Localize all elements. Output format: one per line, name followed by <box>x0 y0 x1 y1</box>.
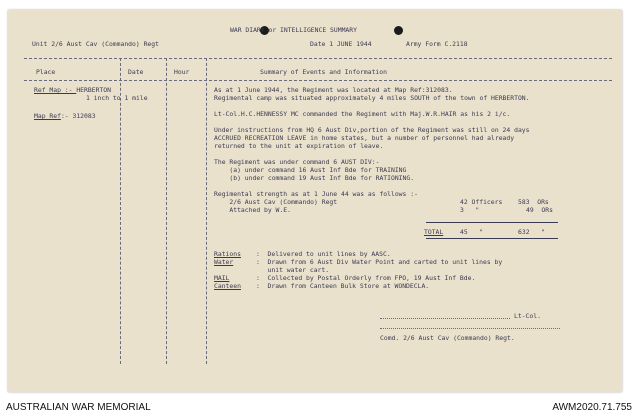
signature-rank: Lt-Col. <box>514 312 541 320</box>
signature-dotted-line <box>380 318 510 319</box>
summary-p4-l3: (b) under command 19 Aust Inf Bde for RATIONING. <box>214 174 415 182</box>
diary-page <box>8 10 622 392</box>
summary-p5-l2: 2/6 Aust Cav (Commando) Regt <box>214 198 338 206</box>
strength-row1-officers: 42 Officers <box>460 198 503 206</box>
admin-rations-label: Rations <box>214 250 241 258</box>
date-label: Date 1 JUNE 1944 <box>310 40 372 48</box>
form-label: Army Form C.2118 <box>406 40 468 48</box>
summary-p1-l1: As at 1 June 1944, the Regiment was located at Map Ref:312083. <box>214 86 453 94</box>
footer-credit: AUSTRALIAN WAR MEMORIAL <box>6 402 151 413</box>
admin-canteen-text: : Drawn from Canteen Bulk Store at WONDECLA. <box>256 282 430 290</box>
strength-total-rule <box>426 238 558 239</box>
admin-mail-text: : Collected by Postal Orderly from FPO, 19 Aust Inf Bde. <box>256 274 476 282</box>
diary-title: WAR DIARY or INTELLIGENCE SUMMARY <box>230 26 357 34</box>
col-separator-3 <box>206 58 207 364</box>
place-ref1-label: Ref Map :- <box>34 86 77 94</box>
col-hour: Hour <box>174 68 190 76</box>
place-ref2-label: Map Ref <box>34 112 61 120</box>
strength-row2-officers: 3 " <box>460 206 480 214</box>
strength-total-officers: 45 " <box>460 228 484 236</box>
summary-p3-l2: ACCRUED RECREATION LEAVE in home states, but a number of personnel had already <box>214 134 515 142</box>
admin-canteen-label: Canteen <box>214 282 241 290</box>
place-ref2 <box>34 112 96 120</box>
summary-p5-l1: Regimental strength as at 1 June 44 was as follows :- <box>214 190 418 198</box>
strength-row1-ors: 583 ORs <box>518 198 549 206</box>
strength-total-ors: 632 " <box>518 228 545 236</box>
col-place: Place <box>36 68 56 76</box>
admin-water-label: Water <box>214 258 234 266</box>
place-ref1-scale: 1 inch to 1 mile <box>86 94 148 102</box>
admin-mail-label: MAIL <box>214 274 230 282</box>
strength-row2-ors: 49 ORs <box>526 206 553 214</box>
admin-rations-text: : Delivered to unit lines by AASC. <box>256 250 391 258</box>
signature-title-line <box>380 328 560 329</box>
footer-accession: AWM2020.71.755 <box>552 402 632 413</box>
footer-bar <box>0 398 640 416</box>
summary-p3-l1: Under instructions from HQ 6 Aust Div,portion of the Regiment was still on 24 days <box>214 126 530 134</box>
summary-p2-l1: Lt-Col.H.C.HENNESSY MC commanded the Regiment with Maj.W.R.HAIR as his 2 i/c. <box>214 110 511 118</box>
summary-p4-l2: (a) under command 16 Aust Inf Bde for TRAINING <box>214 166 407 174</box>
strength-sum-rule <box>426 222 558 223</box>
place-ref1-value: HERBERTON <box>76 86 111 94</box>
signature-title: Comd. 2/6 Aust Cav (Commando) Regt. <box>380 334 515 342</box>
punch-hole-right <box>394 26 403 35</box>
col-separator-2 <box>166 58 167 364</box>
summary-p1-l2: Regimental camp was situated approximately 4 miles SOUTH of the town of HERBERTON. <box>214 94 530 102</box>
col-summary: Summary of Events and Information <box>260 68 387 76</box>
place-ref2-value: :- 312083 <box>60 112 96 120</box>
strength-total-label: TOTAL <box>424 228 444 236</box>
unit-label: Unit 2/6 Aust Cav (Commando) Regt <box>32 40 159 48</box>
admin-water-text-l2: unit water cart. <box>256 266 330 274</box>
place-ref1 <box>34 86 111 94</box>
summary-p5-l3: Attached by W.E. <box>214 206 291 214</box>
admin-water-text-l1: : Drawn from 6 Aust Div Water Point and carted to unit lines by <box>256 258 503 266</box>
col-date: Date <box>128 68 144 76</box>
header-top-rule <box>24 58 612 59</box>
col-separator-1 <box>120 58 121 364</box>
header-bottom-rule <box>24 80 612 81</box>
summary-p4-l1: The Regiment was under command 6 AUST DIV:- <box>214 158 380 166</box>
summary-p3-l3: returned to the unit at expiration of leave. <box>214 142 384 150</box>
